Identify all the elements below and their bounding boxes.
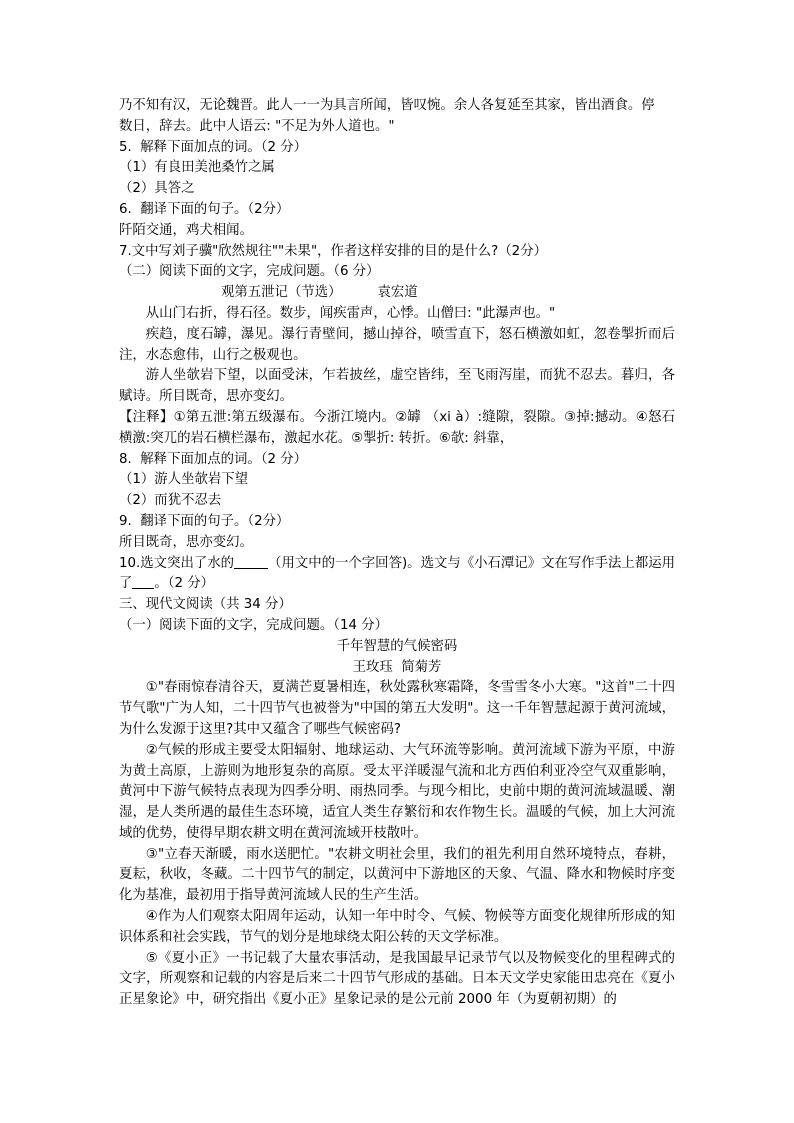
paragraph: 从山门右折，得石径。数步，闻疾雷声，心悸。山僧曰: "此瀑声也。" (145, 305, 556, 321)
question-10 (119, 554, 675, 596)
paragraph: ③"立春天渐暖，雨水送肥忙。"农耕文明社会里，我们的祖先利用自然环境特点，春耕，夏耘，秋收，冬藏。二十四节气的制定，以黄河中下游地区的天象、气温、降水和物候时序变化为基准，最初用于指导黄河流域人民的生产生活。 (119, 846, 675, 904)
section-heading: 三、现代文阅读（共 34 分） (119, 597, 292, 613)
passage-title: 观第五泄记（节选） (221, 285, 342, 301)
paragraph: ④作为人们观察太阳周年运动，认知一年中时令、气候、物候等方面变化规律所形成的知识体系和社会实践，节气的划分是地球绕太阳公转的天文学标准。 (119, 909, 675, 945)
paragraph: ⑤《夏小正》一书记载了大量农事活动，是我国最早记录节气以及物候变化的里程碑式的文字，所观察和记载的内容是后来二十四节气形成的基础。日本天文学史家能田忠亮在《夏小正星象论》中，研究指出《夏小正》星象记录的是公元前 2000 年（为夏朝初期）的 (119, 950, 675, 1008)
question-9-sentence: 所目既奇，思亦变幻。 (119, 534, 253, 550)
annotation-notes: 【注释】①第五泄:第五级瀑布。今浙江境内。②罅 （xi à）:缝隙，裂隙。③掉:撼动。④怒石横激:突兀的岩石横栏瀑布，激起水花。⑤掣折: 转折。⑥欹: 斜靠， (119, 409, 675, 446)
question-5-item-1: （1）有良田美池桑竹之属 (119, 160, 275, 176)
question-8-item-2: （2）而犹不忍去 (119, 493, 222, 509)
question-6: 6. 翻译下面的句子。（2分） (119, 201, 290, 217)
question-6-sentence: 阡陌交通，鸡犬相闻。 (119, 222, 253, 238)
question-5: 5. 解释下面加点的词。（2 分） (119, 139, 308, 155)
paragraph: ①"春雨惊春清谷天，夏满芒夏暑相连，秋处露秋寒霜降，冬雪雪冬小大寒。"这首"二十四节气歌"广为人知，二十四节气也被誉为"中国的第五大发明"。这一千年智慧起源于黄河流域，为什么发源于这里?其中又蕴含了哪些气候密码? (119, 680, 675, 737)
question-8-item-1: （1）游人坐欹岩下望 (119, 472, 249, 488)
section-subheading: （一）阅读下面的文字，完成问题。（14 分） (119, 617, 389, 633)
document-page (119, 96, 675, 1011)
article-title: 千年智慧的气候密码 (336, 638, 458, 654)
question-9: 9. 翻译下面的句子。（2分） (119, 513, 290, 529)
answer-blank[interactable] (234, 554, 268, 569)
question-10-text: 。（2 分） (154, 576, 215, 592)
paragraph: 疾趋，度石罅，瀑见。瀑行青壁间，撼山掉谷，喷雪直下，怒石横激如虹，忽卷掣折而后注，水态愈伟，山行之极观也。 (119, 326, 675, 363)
question-5-item-2: （2）具答之 (119, 181, 195, 197)
paragraph: 游人坐欹岩下望，以面受沫，乍若披丝，虚空皆纬，至飞雨泻崖，而犹不忍去。暮归，各赋诗。所目既奇，思亦变幻。 (119, 368, 675, 405)
text-line: 数日，辞去。此中人语云: "不足为外人道也。" (119, 118, 395, 134)
answer-blank[interactable] (132, 574, 154, 589)
text-line: 乃不知有汉，无论魏晋。此人一一为具言所闻，皆叹惋。余人各复延至其家，皆出酒食。停 (119, 98, 655, 113)
passage-title-row (119, 283, 675, 304)
section-heading: （二）阅读下面的文字，完成问题。（6 分） (119, 264, 380, 280)
paragraph: ②气候的形成主要受太阳辐射、地球运动、大气环流等影响。黄河流域下游为平原，中游为黄土高原，上游则为地形复杂的高原。受太平洋暖湿气流和北方西伯利亚冷空气双重影响，黄河中下游气候特点表现为四季分明、雨热同季。与现今相比，史前中期的黄河流域温暖、潮湿，是人类所遇的最佳生态环境，适宜人类生存繁衍和农作物生长。温暖的气候，加上大河流域的优势，使得早期农耕文明在黄河流域开枝散叶。 (119, 742, 675, 841)
question-8: 8. 解释下面加点的词。（2 分） (119, 451, 308, 467)
question-7: 7.文中写刘子骥"欣然规往""未果"，作者这样安排的目的是什么?（2分） (119, 243, 547, 259)
passage-author: 袁宏道 (377, 285, 418, 301)
article-author: 王玫珏 简菊芳 (352, 659, 442, 675)
question-10-text: （用文中的一个字回答)。选文与《小石潭记》文在写作手法上都运用了 (119, 555, 675, 592)
question-10-text: 10.选文突出了水的 (119, 555, 235, 571)
